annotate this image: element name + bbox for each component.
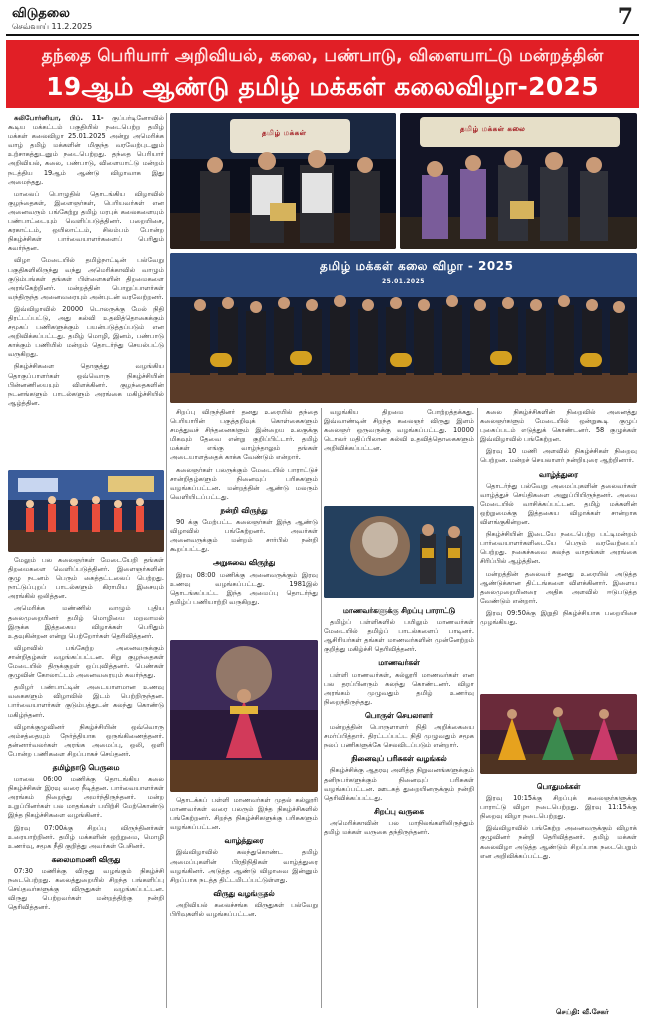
subheading: பொதுமக்கள் [536,782,581,791]
banner-text: தமிழ் மக்கள் கலை [460,125,526,133]
paragraph: விழாவில் பங்கேற்ற அனைவருக்கும் சான்றிதழ்கள் வழங்கப்பட்டன. சிறு குழந்தைகள் மேடையில் திருக்குறள் ஒப்புவித்தனர். பெண்கள் குழுவின் கோலாட்டம் அனைவரையும் கவர்ந்தது. [8,643,164,680]
subheading: கலைமாமணி விருது [51,854,121,864]
paragraph: மேலும் பல கலைஞர்கள் மேடையேறி தங்கள் திறமைகளை வெளிப்படுத்தினர். இளைஞர்களின் குழு நடனம் பெரும் கைத்தட்டலைப் பெற்றது. நாட்டுப்புறப் பாடல்களும் கிராமிய இசையும் அரங்கில் ஒலித்தன. [8,556,164,601]
paragraph: 90 க்கு மேற்பட்ட கலைஞர்கள் இந்த ஆண்டு விழாவில் பங்கேற்றனர். அவர்கள் அனைவருக்கும் மன்றம் சார்பில் நன்றி கூறப்பட்டது. [170,518,318,554]
paragraph: நிகழ்ச்சியின் இடையே நடைபெற்ற பட்டிமன்றம் பார்வையாளர்களிடையே பெரும் வரவேற்பைப் பெற்றது. நகைச்சுவை கலந்த வாதங்கள் அரங்கை சிரிப்பில் ஆழ்த்தின. [480,530,637,566]
paragraph: அமெரிக்க மண்ணில் வாழும் புதிய தலைமுறையினர் தமிழ் மொழியை மறவாமல் இருக்க இத்தகைய விழாக்கள் பெரிதும் உதவுகின்றன என்று பெற்றோர்கள் தெரிவித்தனர். [8,604,164,640]
paragraph: வழங்கிய திறமை போற்றத்தக்கது. இவ்வாண்டின் சிறந்த கலைஞர் விருது இளம் கலைஞர் ஒருவருக்கு வழங்கப்பட்டது. 10000 டொலர் மதிப்பிலான கல்வி உதவித்தொகைகளும் அறிவிக்கப்பட்டன. [324,408,474,453]
paragraph: இரவு 08:00 மணிக்கு அனைவருக்கும் இரவு உணவு வழங்கப்பட்டது. 1981இல் தொடங்கப்பட்ட இந்த அமைப்பு தொடர்ந்து தமிழ்ப் பணியாற்றி வருகிறது. [170,570,318,606]
paragraph: கலிபோர்னியா, பிப். 11- குப்பர்டினோவில் கூடிய மக்கட்டம் பகுதியில் நடைபெற்ற தமிழ் மக்கள் கலைவிழா 25.01.2025 அன்று அமெரிக்க வாழ் தமிழ் மக்களின் மிகுந்த வரவேற்புடனும் உற்சாகத்துடனும் நடைபெற்றது. தந்தை பெரியார் அறிவியல், கலை, பண்பாடு, விளையாட்டு மன்றம் நடத்திய 19ஆம் ஆண்டு விழாவாக இது அமைந்தது. [8,114,164,186]
paragraph: மாலை 06:00 மணிக்கு தொடங்கிய கலை நிகழ்ச்சிகள் இரவு வரை நீடித்தன. பார்வையாளர்கள் அரங்கம் நிறைந்து அமர்ந்திருந்தனர். மன்ற உறுப்பினர்கள் பல மாதங்கள் பயிற்சி மேற்கொண்டு இந்த நிகழ்ச்சிகளை வழங்கினர். [8,775,164,820]
paragraph: பள்ளி மாணவர்கள், கல்லூரி மாணவர்கள் என பல தரப்பினரும் கலந்து கொண்டனர். விழா அரங்கம் முழுவதும் தமிழ் உணர்வு நிறைந்திருந்தது. [324,670,474,706]
subheading: விருது வழங்குதல் [213,888,275,898]
masthead-rule [6,34,639,36]
column-divider [477,408,478,1008]
paragraph: சிறப்பு விருந்தினர் தனது உரையில் தந்தை பெரியாரின் பகுத்தறிவுக் கொள்கைகளும் சமத்துவச் சிந்தனைகளும் இன்றைய உலகுக்கு மிகவும் தேவை என்று குறிப்பிட்டார். தமிழ் மக்கள் எங்கு வாழ்ந்தாலும் தங்கள் அடையாளத்தைக் காக்க வேண்டும் என்றார். [170,408,318,462]
award-photo-right [400,113,637,249]
paragraph: கலை நிகழ்ச்சிகளின் நிறைவில் அனைத்து கலைஞர்களும் மேடையில் ஒன்றுகூடி குழுப் புகைப்படம் எடுத்துக் கொண்டனர். 58 குழுக்கள் இவ்விழாவில் பங்கேற்றன. [480,408,637,444]
paragraph: இவ்விழாவில் பங்கேற்ற அனைவருக்கும் விழாக் குழுவினர் நன்றி தெரிவித்தனர். தமிழ் மக்கள் கலைவிழா அடுத்த ஆண்டும் சிறப்பாக நடைபெறும் என அறிவிக்கப்பட்டது. [480,824,637,860]
column-divider [166,113,167,1008]
paragraph: இரவு 09:50க்கு இறுதி நிகழ்ச்சியாக பறையிசை முழங்கியது. [480,608,637,626]
banner-text: தமிழ் மக்கள் கலை விழா - 2025 [320,259,514,273]
subheading: வாழ்த்துரை [539,469,578,479]
dance-photo [8,470,164,552]
byline: செய்தி: வீ.சேகர் [556,1008,609,1016]
paragraph: இரவு 07:00க்கு சிறப்பு விருந்தினர்கள் உரையாற்றினர். தமிழ் மக்களின் ஒற்றுமை, மொழி உணர்வு, சமூக நீதி குறித்து அவர்கள் பேசினர். [8,823,164,850]
paragraph: இவ்விழாவில் 20000 டொலருக்கு மேல் நிதி திரட்டப்பட்டு, அது கல்வி உதவித்தொகைக்கும் சமூகப் பணிகளுக்கும் பயன்படுத்தப்படும் என அறிவிக்கப்பட்டது. தமிழ் மொழி, இனம், பண்பாடு காக்கும் பணியில் மன்றம் தொடர்ந்து செயல்பட்டு வருகிறது. [8,304,164,359]
subheading: நன்றி விருந்து [220,505,268,515]
dateline: கலிபோர்னியா, பிப். 11- [14,114,104,122]
solo-dance-photo [170,640,318,792]
paragraph: அறிவியல் கலைச்சங்க விருதுகள் பல்வேறு பிரிவுகளில் வழங்கப்பட்டன. [170,900,318,919]
article-column-1b [8,556,164,1006]
subheading: சிறப்பு வருகை [373,806,425,816]
paragraph: தொடர்ந்து பல்வேறு அமைப்புகளின் தலைவர்கள் வாழ்த்துச் செய்திகளை அனுப்பியிருந்தனர். அவை மேடையில் வாசிக்கப்பட்டன. தமிழ் மக்களின் ஒற்றுமைக்கு இத்தகைய விழாக்கள் சான்றாக விளங்குகின்றன. [480,481,637,527]
portrait-photo [324,506,474,598]
article-column-3 [324,408,474,504]
paragraph: 07:30 மணிக்கு விருது வழங்கும் நிகழ்ச்சி நடைபெற்றது. கலைத்துறையில் சிறந்த பங்களிப்பு செய்தவர்களுக்கு விருதுகள் வழங்கப்பட்டன. விருது பெற்றவர்கள் மன்றத்திற்கு நன்றி தெரிவித்தனர். [8,866,164,912]
banner-text: தமிழ் மக்கள் [262,129,307,137]
article-column-4b [480,778,637,1004]
paragraph: அமெரிக்காவின் பல மாநிலங்களிலிருந்தும் தமிழ் மக்கள் வருகை தந்திருந்தனர். [324,818,474,836]
subheading: வாழ்த்துரை [224,836,264,846]
headline-banner [6,40,639,108]
article-column-3b [324,602,474,1008]
subheading: மாணவர்கள் [378,658,420,668]
paragraph: தமிழர் பண்பாட்டின் அடையாளமான உணவு வகைகளும் விழாவில் இடம் பெற்றிருந்தன. பார்வையாளர்கள் குடும்பத்துடன் கலந்து கொண்டு மகிழ்ந்தனர். [8,683,164,719]
group-photo [170,253,637,403]
paragraph: நிகழ்ச்சிகளை தொகுத்து வழங்கிய தொகுப்பாளர்கள் ஒவ்வொரு நிகழ்ச்சியின் பின்னணியையும் விளக்கினர். குழந்தைகளின் நடனங்களும் பாடல்களும் அரங்கை மகிழ்ச்சியில் ஆழ்த்தின. [8,362,164,407]
article-column-4 [480,408,637,690]
paragraph: மாலைப் பொழுதில் தொடங்கிய விழாவில் குழந்தைகள், இளைஞர்கள், பெரியவர்கள் என அனைவரும் பங்கேற்று தமிழ் மரபுக் கலைகளையும் பண்பாட்டையும் வெளிப்படுத்தினர். பறையிசை, கரகாட்டம், ஒயிலாட்டம், சிலம்பம் போன்ற நிகழ்ச்சிகள் பார்வையாளர்களைப் பெரிதும் கவர்ந்தன. [8,189,164,253]
paragraph: இரவு 10 மணி அளவில் நிகழ்ச்சிகள் நிறைவு பெற்றன. மன்றச் செயலாளர் நன்றியுரை ஆற்றினார். [480,447,637,465]
paragraph: விழா மேடையில் தமிழ்நாட்டின் பல்வேறு பகுதிகளிலிருந்து வந்து அமெரிக்காவில் வாழும் குடும்பங்கள் தங்கள் பிள்ளைகளின் திறமைகளை அரங்கேற்றினர். மன்றத்தின் பொறுப்பாளர்கள் வந்திருந்த அனைவரையும் அன்புடன் வரவேற்றனர். [8,256,164,301]
award-photo-left [170,113,396,249]
paragraph: தமிழ்ப் பள்ளிகளில் பயிலும் மாணவர்கள் மேடையில் தமிழ்ப் பாடல்களைப் பாடினர். ஆசிரியர்கள் தங்கள் மாணவர்களின் முன்னேற்றம் குறித்து மகிழ்ச்சி தெரிவித்தனர். [324,618,474,654]
issue-date: செவ்வாய் 11.2.2025 [12,22,93,31]
subheading: மாணவர்களுக்கு சிறப்பு பாராட்டு [342,606,456,615]
masthead [6,4,639,34]
banner-date: 25.01.2025 [382,278,425,285]
page-number: 7 [617,4,633,30]
article-column-2 [170,408,318,638]
headline-title: 19ஆம் ஆண்டு தமிழ் மக்கள் கலைவிழா-2025 [46,72,599,101]
subheading: தமிழ்நாடு பெருமை [52,762,120,772]
stage-performers-photo [480,694,637,774]
subheading: நினைவுப் பரிசுகள் வழங்கல் [351,754,447,764]
column-divider [321,408,322,1008]
paragraph: நிகழ்ச்சிக்கு ஆதரவு அளித்த நிறுவனங்களுக்கும் தனிநபர்களுக்கும் நினைவுப் பரிசுகள் வழங்கப்பட்டன. ஊடகத் துறையினருக்கும் நன்றி தெரிவிக்கப்பட்டது. [324,766,474,802]
paragraph: தொடக்கப் பள்ளி மாணவர்கள் முதல் கல்லூரி மாணவர்கள் வரை பலரும் இந்த நிகழ்ச்சிகளில் பங்கேற்றனர். சிறந்த நிகழ்ச்சிகளுக்கு பரிசுகளும் வழங்கப்பட்டன. [170,796,318,832]
article-column-1 [8,114,164,466]
paragraph: இவ்விழாவில் கலந்துகொண்ட தமிழ் அமைப்புகளின் பிரதிநிதிகள் வாழ்த்துரை வழங்கினர். அடுத்த ஆண்டு விழாவை இன்னும் சிறப்பாக நடத்த திட்டமிடப்பட்டுள்ளது. [170,848,318,884]
article-column-2b [170,796,318,1008]
subheading: அறுசுவை விருந்து [212,558,276,568]
paragraph: விழாக்குழுவினர் நிகழ்ச்சியின் ஒவ்வொரு அம்சத்தையும் நேர்த்தியாக ஒருங்கிணைத்தனர். தன்னார்வலர்கள் அரங்க அமைப்பு, ஒலி, ஒளி போன்ற பணிகளை சிறப்பாகச் செய்தனர். [8,722,164,758]
paragraph: கலைஞர்கள் பலருக்கும் மேடையில் பாராட்டுச் சான்றிதழ்களும் நினைவுப் பரிசுகளும் வழங்கப்பட்டன. மன்றத்தின் ஆண்டு மலரும் வெளியிடப்பட்டது. [170,465,318,501]
paragraph: இரவு 10:15க்கு சிறப்புக் கலைஞர்களுக்கு பாராட்டு விழா நடைபெற்றது. இரவு 11:15க்கு நிறைவு விழா நடைபெற்றது. [480,794,637,821]
subheading: பொருள் செயலாளர் [365,710,433,720]
newspaper-name: விடுதலை [12,6,70,21]
headline-kicker: தந்தை பெரியார் அறிவியல், கலை, பண்பாடு, விளையாட்டு மன்றத்தின் [41,46,604,66]
paragraph: மன்றத்தின் பொருளாளர் நிதி அறிக்கையை சமர்ப்பித்தார். திரட்டப்பட்ட நிதி முழுவதும் சமூக நலப் பணிகளுக்கே செலவிடப்படும் என்றார். [324,723,474,750]
paragraph: மன்றத்தின் தலைவர் தனது உரையில் அடுத்த ஆண்டுக்கான திட்டங்களை விளக்கினார். இளைய தலைமுறையினரை அதிக அளவில் ஈடுபடுத்த வேண்டும் என்றார். [480,569,637,605]
